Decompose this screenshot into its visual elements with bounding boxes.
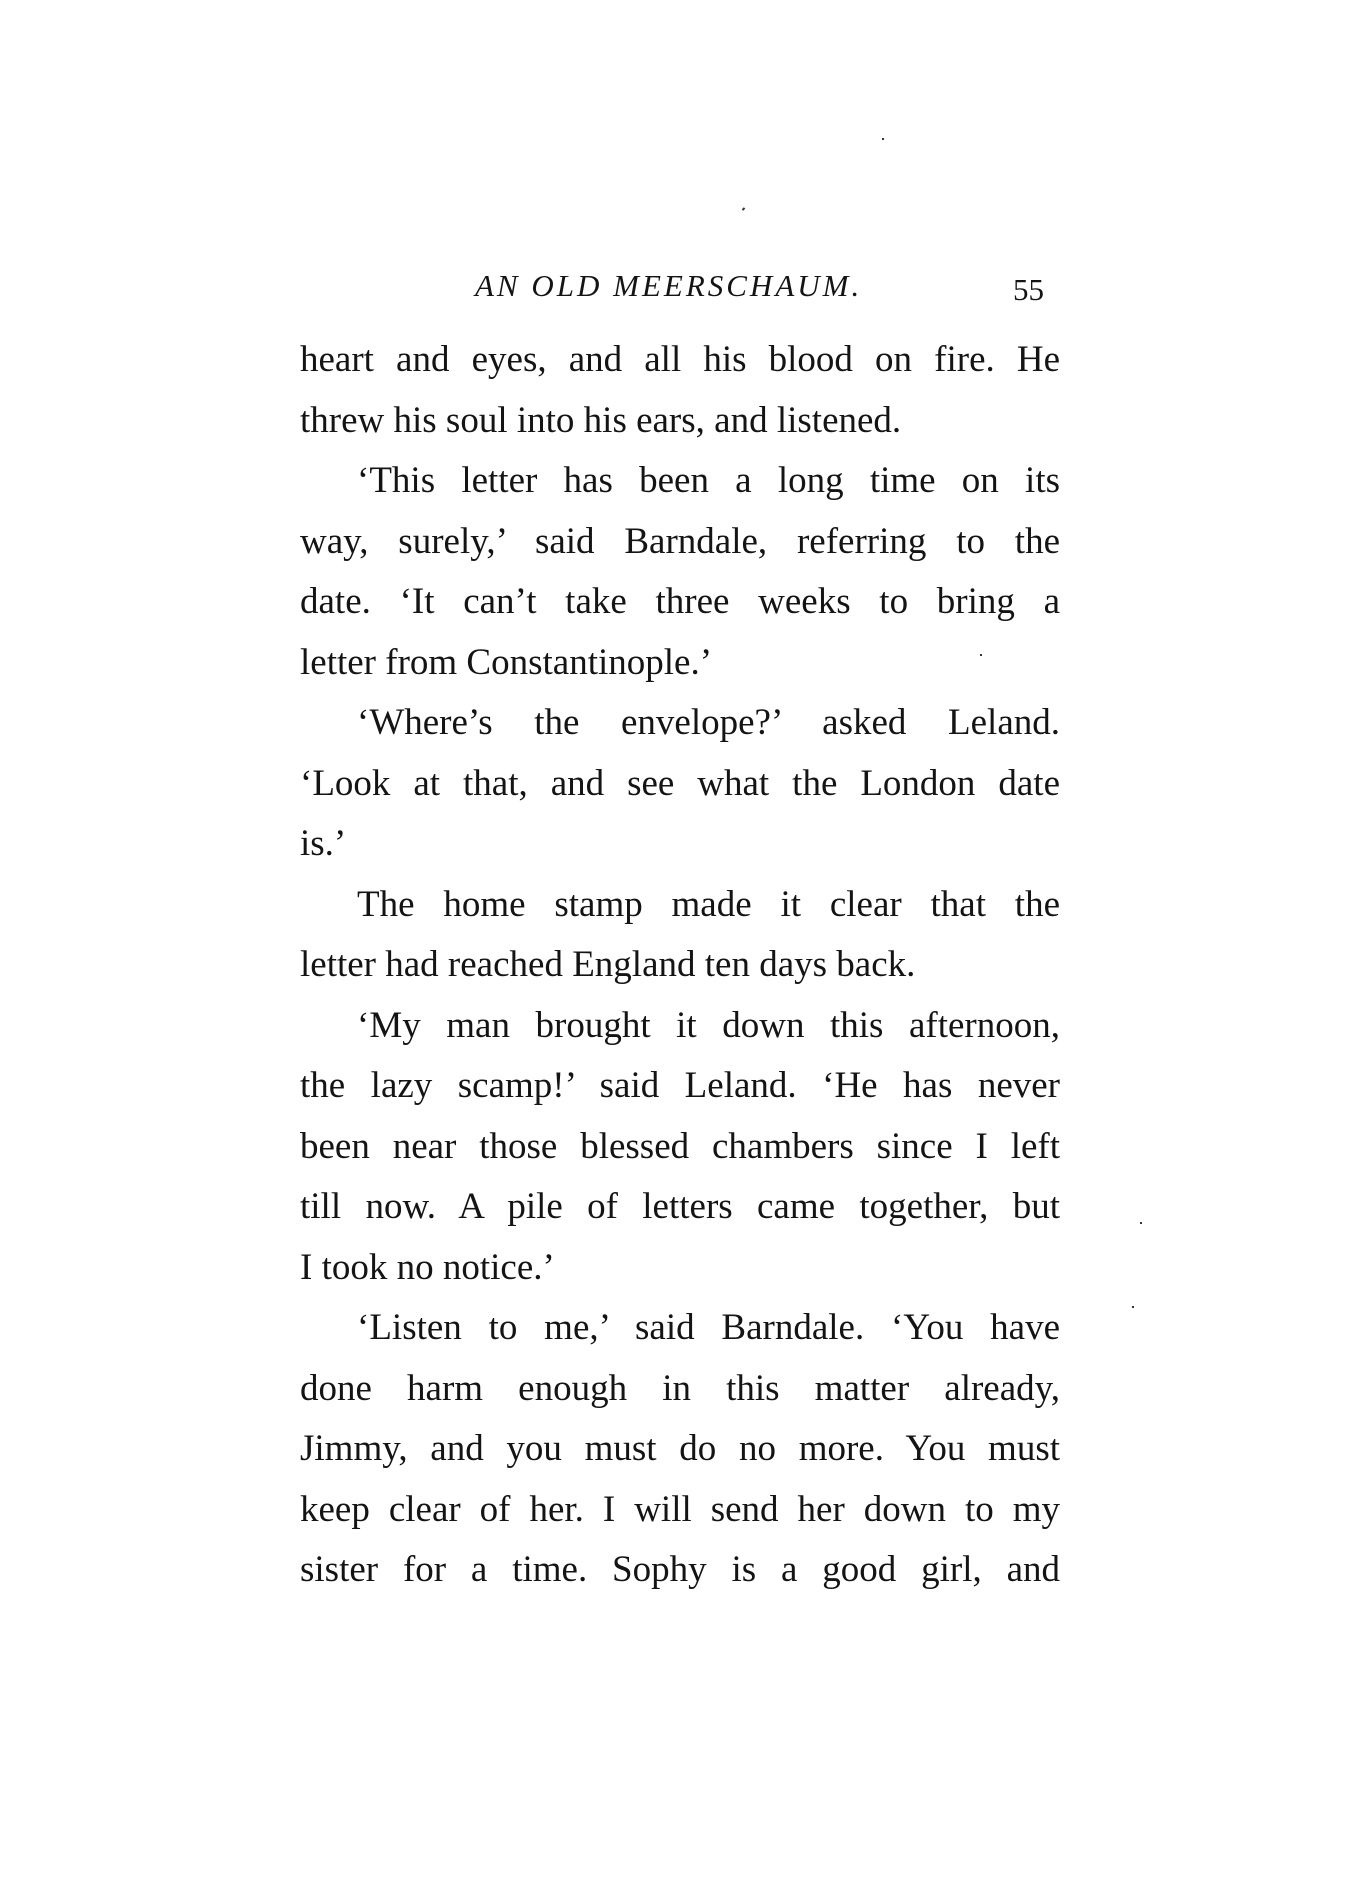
text-line: way, surely,’ said Barndale, referring to the (300, 520, 1060, 562)
text-line: the lazy scamp!’ said Leland. ‘He has never (300, 1065, 1060, 1106)
text-line: done harm enough in this matter already, (300, 1367, 1060, 1409)
page-number: 55 (1013, 272, 1044, 307)
text-line: date. ‘It can’t take three weeks to bring a (300, 581, 1060, 622)
text-line: till now. A pile of letters came together, but (300, 1186, 1060, 1227)
text-line: I took no notice.’ (300, 1246, 555, 1288)
text-line: ‘This letter has been a long time on its (357, 460, 1060, 501)
text-line: The home stamp made it clear that the (357, 883, 1060, 925)
ink-speck (882, 138, 884, 140)
running-title: AN OLD MEERSCHAUM. (475, 268, 863, 303)
text-line: keep clear of her. I will send her down to my (300, 1488, 1060, 1530)
ink-speck (1140, 1222, 1142, 1224)
text-line: Jimmy, and you must do no more. You must (300, 1428, 1060, 1469)
text-line: been near those blessed chambers since I left (300, 1125, 1060, 1167)
text-line: letter had reached England ten days back. (300, 944, 916, 985)
ink-speck (1132, 1306, 1134, 1308)
text-line: ‘Look at that, and see what the London date (300, 762, 1060, 804)
text-line: is.’ (300, 823, 347, 864)
text-line: heart and eyes, and all his blood on fire. He (300, 339, 1060, 380)
text-line: ‘Listen to me,’ said Barndale. ‘You have (357, 1307, 1060, 1348)
running-head (300, 268, 1060, 318)
text-line: threw his soul into his ears, and listened. (300, 399, 902, 441)
text-line: sister for a time. Sophy is a good girl, and (300, 1549, 1060, 1590)
body-text (300, 330, 1060, 1601)
text-line: ‘My man brought it down this afternoon, (357, 1004, 1060, 1046)
text-line: letter from Constantinople.’ (300, 641, 713, 683)
text-line: ‘Where’s the envelope?’ asked Leland. (357, 702, 1060, 743)
ink-speck (742, 207, 746, 211)
